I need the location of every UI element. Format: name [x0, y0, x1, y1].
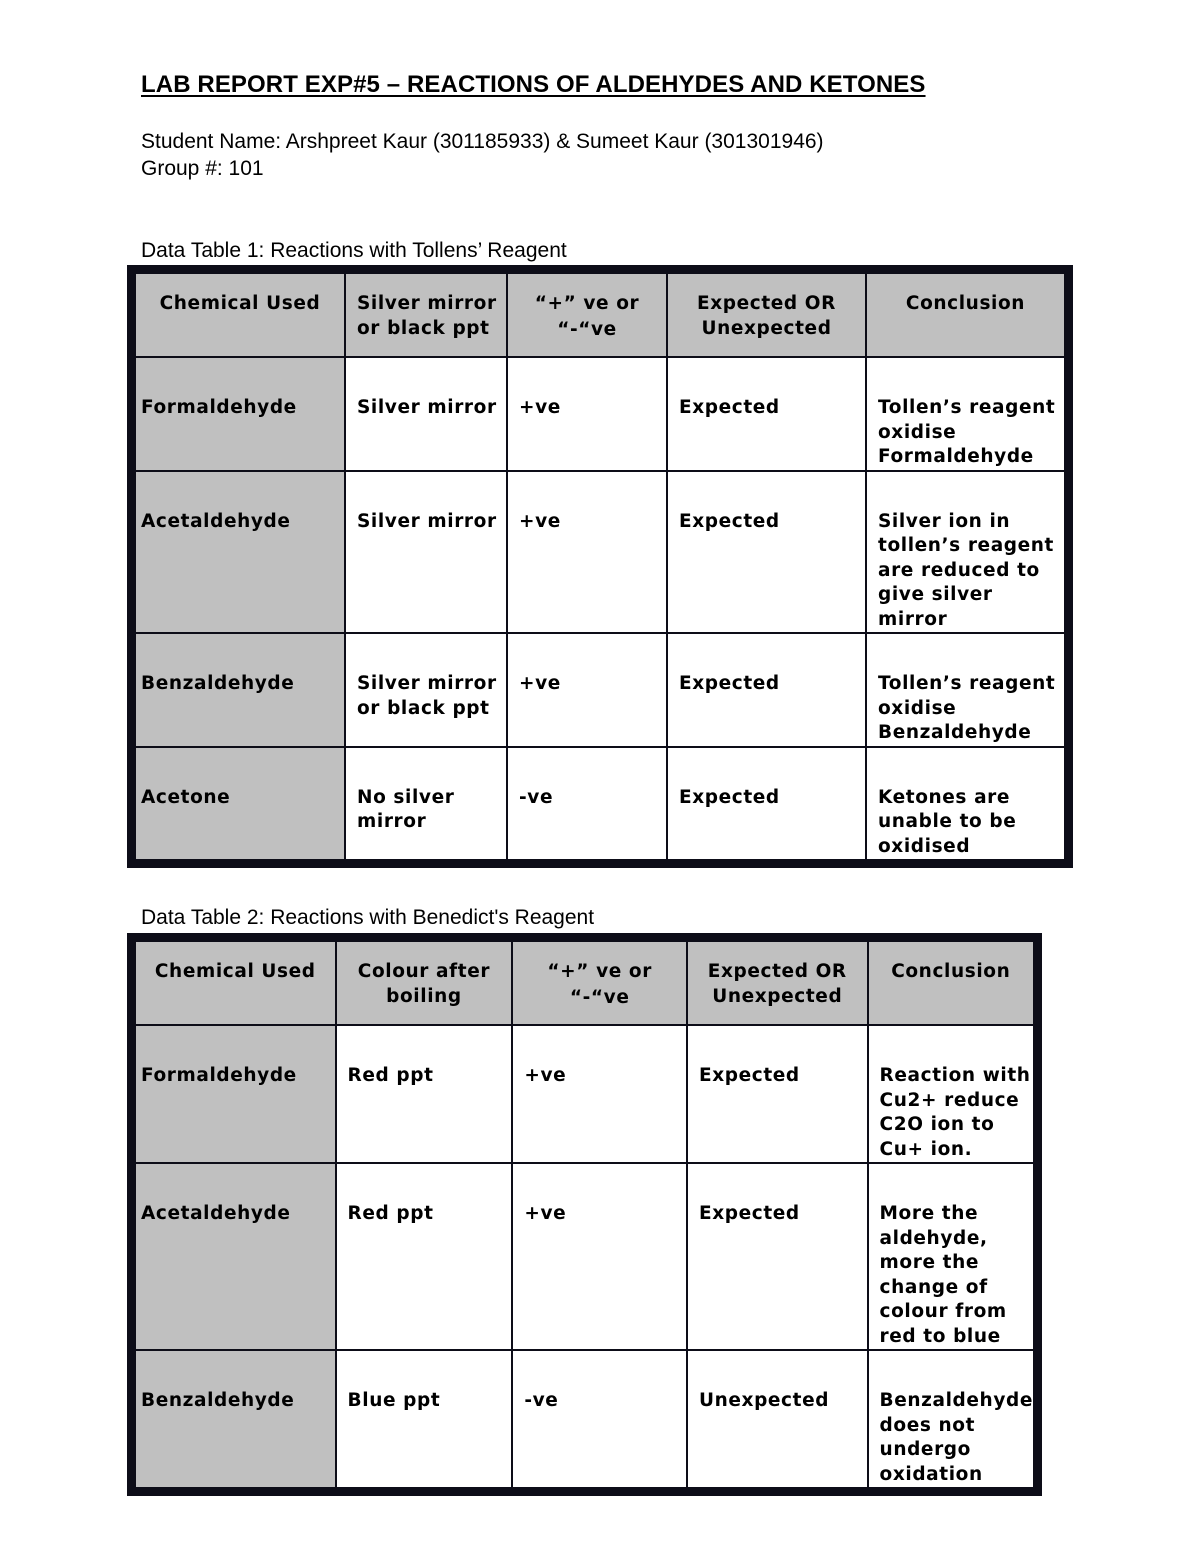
sign-cell: +ve [513, 1164, 688, 1351]
expected-cell: Expected [688, 1026, 869, 1164]
column-header-expected: Expected OR Unexpected [688, 942, 869, 1026]
conclusion-cell: Benzaldehyde does not undergo oxidation [869, 1351, 1033, 1487]
column-header-observation: Silver mirror or black ppt [346, 274, 508, 358]
benedicts-table [127, 933, 1042, 1496]
sign-cell: -ve [508, 748, 668, 860]
chemical-cell: Acetone [136, 748, 346, 860]
table-row [136, 358, 1064, 472]
table1-caption: Data Table 1: Reactions with Tollens’ Reagent [141, 239, 567, 262]
table-row [136, 634, 1064, 748]
table-row [136, 472, 1064, 635]
observation-cell: Silver mirror [346, 358, 508, 472]
table-header-row [136, 942, 1033, 1026]
expected-cell: Expected [668, 634, 867, 748]
page-title: LAB REPORT EXP#5 – REACTIONS OF ALDEHYDES AND KETONES [141, 71, 926, 98]
chemical-cell: Formaldehyde [136, 358, 346, 472]
conclusion-cell: Ketones are unable to be oxidised [867, 748, 1064, 860]
sign-cell: +ve [508, 358, 668, 472]
column-header-sign: “+” ve or “-“ve [513, 942, 688, 1026]
group-number: Group #: 101 [141, 157, 264, 180]
expected-cell: Expected [668, 472, 867, 635]
table2-caption: Data Table 2: Reactions with Benedict's Reagent [141, 906, 595, 929]
conclusion-cell: Reaction with Cu2+ reduce C2O ion to Cu+ ion. [869, 1026, 1033, 1164]
observation-cell: Red ppt [337, 1026, 514, 1164]
conclusion-cell: Silver ion in tollen’s reagent are reduced to give silver mirror [867, 472, 1064, 635]
chemical-cell: Acetaldehyde [136, 1164, 337, 1351]
conclusion-cell: More the aldehyde, more the change of colour from red to blue [869, 1164, 1033, 1351]
table-header-row [136, 274, 1064, 358]
observation-cell: Blue ppt [337, 1351, 514, 1487]
sign-cell: +ve [508, 472, 668, 635]
chemical-cell: Acetaldehyde [136, 472, 346, 635]
table-row [136, 1026, 1033, 1164]
observation-cell: Red ppt [337, 1164, 514, 1351]
sign-cell: +ve [508, 634, 668, 748]
table-row [136, 1164, 1033, 1351]
student-name: Student Name: Arshpreet Kaur (301185933) & Sumeet Kaur (301301946) [141, 130, 824, 153]
chemical-cell: Benzaldehyde [136, 634, 346, 748]
column-header-chemical: Chemical Used [136, 942, 337, 1026]
column-header-expected: Expected OR Unexpected [668, 274, 867, 358]
conclusion-cell: Tollen’s reagent oxidise Benzaldehyde [867, 634, 1064, 748]
conclusion-cell: Tollen’s reagent oxidise Formaldehyde [867, 358, 1064, 472]
column-header-chemical: Chemical Used [136, 274, 346, 358]
expected-cell: Expected [668, 748, 867, 860]
sign-cell: +ve [513, 1026, 688, 1164]
expected-cell: Expected [668, 358, 867, 472]
chemical-cell: Formaldehyde [136, 1026, 337, 1164]
expected-cell: Unexpected [688, 1351, 869, 1487]
table-row [136, 748, 1064, 860]
expected-cell: Expected [688, 1164, 869, 1351]
chemical-cell: Benzaldehyde [136, 1351, 337, 1487]
column-header-conclusion: Conclusion [869, 942, 1033, 1026]
sign-cell: -ve [513, 1351, 688, 1487]
tollens-table [127, 265, 1073, 868]
column-header-sign: “+” ve or “-“ve [508, 274, 668, 358]
observation-cell: Silver mirror [346, 472, 508, 635]
column-header-conclusion: Conclusion [867, 274, 1064, 358]
table-row [136, 1351, 1033, 1487]
observation-cell: No silver mirror [346, 748, 508, 860]
column-header-observation: Colour after boiling [337, 942, 514, 1026]
observation-cell: Silver mirror or black ppt [346, 634, 508, 748]
